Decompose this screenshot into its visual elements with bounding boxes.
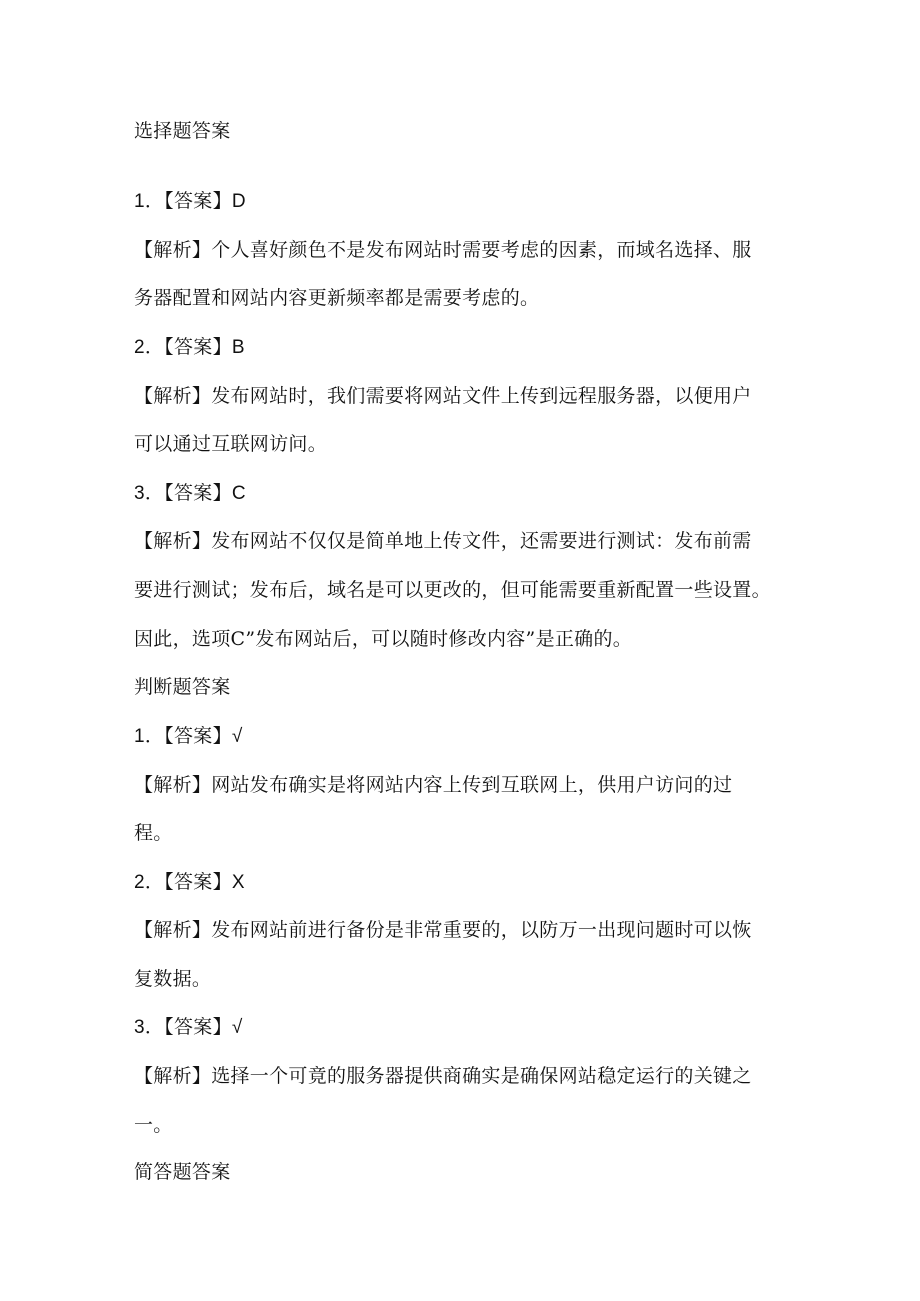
answer-label: ．【答案】 xyxy=(144,482,232,504)
answer-label: ．【答案】 xyxy=(144,871,232,893)
answer-value: √ xyxy=(231,1017,243,1038)
answer-value: D xyxy=(231,191,246,212)
explanation-line: 【解析】选择一个可竟的服务器提供商确实是确保网站稳定运行的关键之 xyxy=(134,1065,752,1087)
answer-label: ．【答案】 xyxy=(144,725,232,747)
explanation-line: 因此，选项C”发布网站后，可以随时修改内容”是正确的。 xyxy=(134,628,633,650)
answer-line xyxy=(134,335,245,360)
answer-label: ．【答案】 xyxy=(144,336,232,358)
question-number: 3 xyxy=(134,1017,145,1038)
answer-value: B xyxy=(231,337,245,358)
question-number: 1 xyxy=(134,726,145,747)
explanation-line: 复数据。 xyxy=(134,968,212,990)
explanation-line: 务器配置和网站内容更新频率都是需要考虑的。 xyxy=(134,287,540,309)
explanation-line: 一。 xyxy=(134,1114,173,1136)
answer-line xyxy=(134,189,246,214)
answer-value: X xyxy=(231,872,245,893)
question-number: 3 xyxy=(134,483,145,504)
answer-value: √ xyxy=(231,726,243,747)
explanation-line: 【解析】网站发布确实是将网站内容上传到互联网上，供用户访问的过 xyxy=(134,774,733,796)
answer-label: ．【答案】 xyxy=(144,190,232,212)
answer-label: ．【答案】 xyxy=(144,1016,232,1038)
section-heading-short: 简答题答案 xyxy=(134,1161,231,1183)
section-heading-choice: 选择题答案 xyxy=(134,120,231,142)
answer-value: C xyxy=(231,483,246,504)
explanation-line: 【解析】发布网站时，我们需要将网站文件上传到远程服务器，以便用户 xyxy=(134,385,752,407)
answer-line xyxy=(134,724,243,749)
explanation-line: 要进行测试；发布后，域名是可以更改的，但可能需要重新配置一些设置。 xyxy=(134,579,771,601)
explanation-line: 【解析】发布网站不仅仅是简单地上传文件，还需要进行测试：发布前需 xyxy=(134,530,752,552)
explanation-line: 可以通过互联网访问。 xyxy=(134,433,328,455)
question-number: 2 xyxy=(134,337,145,358)
explanation-line: 【解析】发布网站前进行备份是非常重要的，以防万一出现问题时可以恢 xyxy=(134,919,752,941)
explanation-line: 【解析】个人喜好颜色不是发布网站时需要考虑的因素，而域名选择、服 xyxy=(134,239,752,261)
answer-line xyxy=(134,870,245,895)
explanation-line: 程。 xyxy=(134,822,173,844)
section-heading-judge: 判断题答案 xyxy=(134,676,231,698)
question-number: 1 xyxy=(134,191,145,212)
question-number: 2 xyxy=(134,872,145,893)
answer-line xyxy=(134,1015,243,1040)
answer-line xyxy=(134,481,246,506)
